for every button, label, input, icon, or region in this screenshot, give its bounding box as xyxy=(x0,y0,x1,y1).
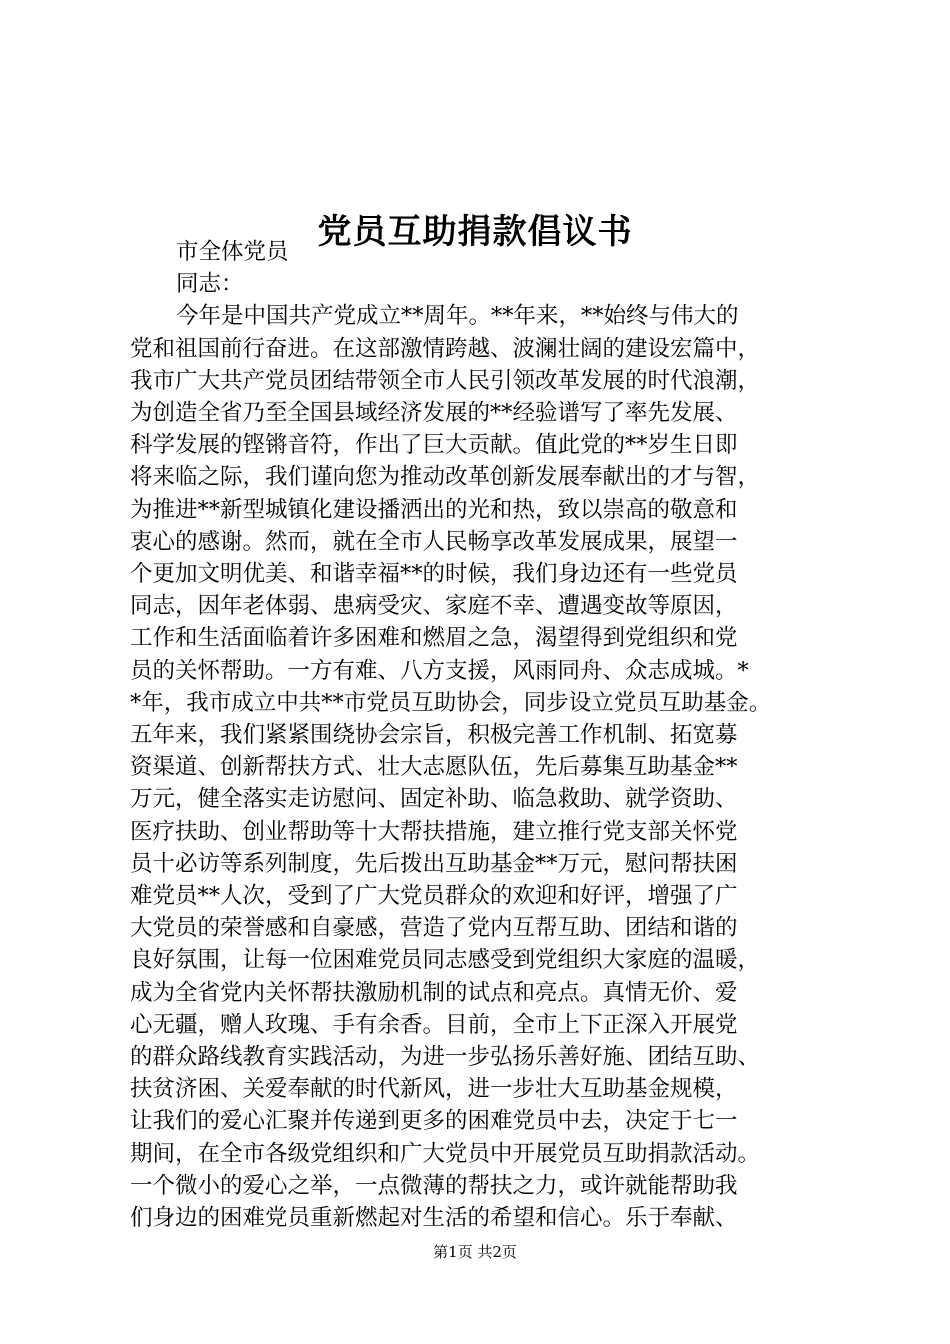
paragraph-line: 衷心的感谢。然而，就在全市人民畅享改革发展成果，展望一 xyxy=(130,528,738,555)
paragraph-line: 同志，因年老体弱、患病受灾、家庭不幸、遭遇变故等原因， xyxy=(130,593,738,620)
paragraph-line: 良好氛围，让每一位困难党员同志感受到党组织大家庭的温暖， xyxy=(130,947,761,974)
paragraph-line: 党和祖国前行奋进。在这部激情跨越、波澜壮阔的建设宏篇中， xyxy=(130,335,761,362)
salutation-line: 市全体党员 xyxy=(176,239,289,265)
paragraph-line: 五年来，我们紧紧围绕协会宗旨，积极完善工作机制、拓宽募 xyxy=(130,722,738,749)
paragraph-line: 将来临之际，我们谨向您为推动改革创新发展奉献出的才与智， xyxy=(130,464,761,491)
paragraph-line: 今年是中国共产党成立**周年。**年来，**始终与伟大的 xyxy=(176,303,739,330)
paragraph-line: 扶贫济困、关爱奉献的时代新风，进一步壮大互助基金规模， xyxy=(130,1076,738,1103)
salutation-line: 同志： xyxy=(176,271,244,298)
paragraph-line: 科学发展的铿锵音符，作出了巨大贡献。值此党的**岁生日即 xyxy=(130,432,738,459)
paragraph-line: 难党员**人次，受到了广大党员群众的欢迎和好评，增强了广 xyxy=(130,883,738,910)
paragraph-line: 员十必访等系列制度，先后拨出互助基金**万元，慰问帮扶困 xyxy=(130,850,738,877)
paragraph-line: 期间，在全市各级党组织和广大党员中开展党员互助捐款活动。 xyxy=(130,1140,761,1167)
paragraph-line: 成为全省党内关怀帮扶激励机制的试点和亮点。真情无价、爱 xyxy=(130,979,738,1006)
paragraph-line: 我市广大共产党员团结带领全市人民引领改革发展的时代浪潮， xyxy=(130,367,761,394)
paragraph-line: 为创造全省乃至全国县域经济发展的**经验谱写了率先发展、 xyxy=(130,400,738,427)
paragraph-line: 万元，健全落实走访慰问、固定补助、临急救助、就学资助、 xyxy=(130,786,738,813)
document-title: 党员互助捐款倡议书 xyxy=(317,211,633,252)
paragraph-line: 员的关怀帮助。一方有难、八方支援，风雨同舟、众志成城。* xyxy=(130,657,749,684)
paragraph-line: *年，我市成立中共**市党员互助协会，同步设立党员互助基金。 xyxy=(130,689,772,716)
body-paragraph xyxy=(130,300,830,1234)
paragraph-line: 资渠道、创新帮扶方式、壮大志愿队伍，先后募集互助基金** xyxy=(130,754,738,781)
paragraph-line: 的群众路线教育实践活动，为进一步弘扬乐善好施、团结互助、 xyxy=(130,1044,761,1071)
paragraph-line: 医疗扶助、创业帮助等十大帮扶措施，建立推行党支部关怀党 xyxy=(130,818,738,845)
paragraph-line: 大党员的荣誉感和自豪感，营造了党内互帮互助、团结和谐的 xyxy=(130,915,738,942)
paragraph-line: 们身边的困难党员重新燃起对生活的希望和信心。乐于奉献、 xyxy=(130,1205,738,1232)
document-body xyxy=(130,236,830,1234)
paragraph-line: 一个微小的爱心之举，一点微薄的帮扶之力，或许就能帮助我 xyxy=(130,1172,738,1199)
paragraph-line: 个更加文明优美、和谐幸福**的时候，我们身边还有一些党员 xyxy=(130,561,738,588)
paragraph-line: 心无疆，赠人玫瑰、手有余香。目前，全市上下正深入开展党 xyxy=(130,1011,738,1038)
paragraph-line: 为推进**新型城镇化建设播洒出的光和热，致以崇高的敬意和 xyxy=(130,496,738,523)
paragraph-line: 工作和生活面临着许多困难和燃眉之急，渴望得到党组织和党 xyxy=(130,625,738,652)
paragraph-line: 让我们的爱心汇聚并传递到更多的困难党员中去，决定于七一 xyxy=(130,1108,738,1135)
page-number-footer: 第1页 共2页 xyxy=(433,1243,517,1261)
